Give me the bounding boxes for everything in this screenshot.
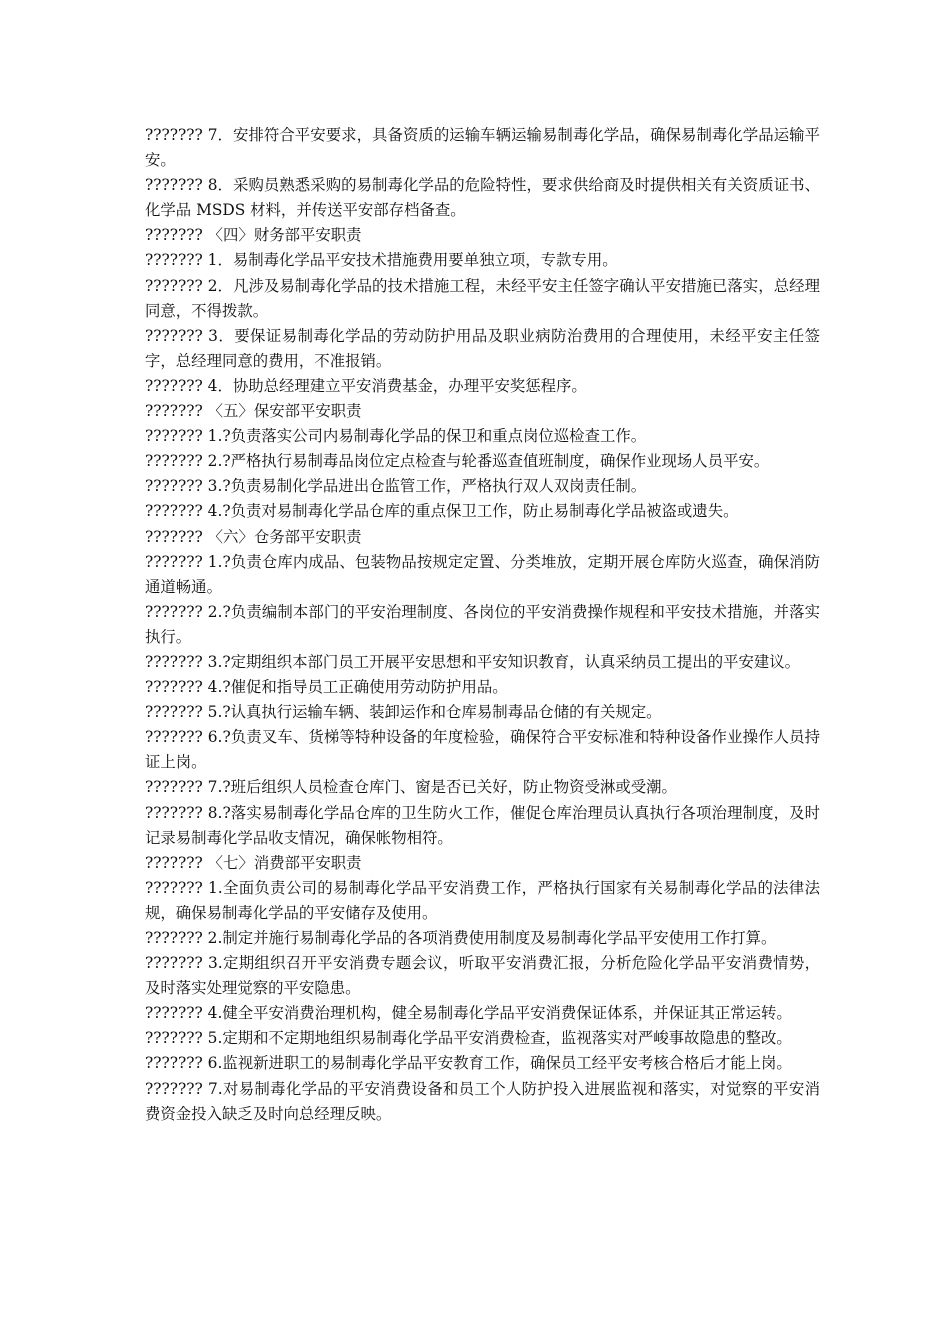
paragraph-transport-vehicles: ??????? 7．安排符合平安要求，具备资质的运输车辆运输易制毒化学品，确保易制毒化学品运输平安。 [145, 126, 820, 170]
paragraph-finance-3: ??????? 3．要保证易制毒化学品的劳动防护用品及职业病防治费用的合理使用，未经平安主任签字，总经理同意的费用，不准报销。 [145, 326, 820, 370]
section-heading-warehouse: ??????? 〈六〉仓务部平安职责 [145, 527, 362, 546]
paragraph-warehouse-1: ??????? 1.?负责仓库内成品、包装物品按规定定置、分类堆放，定期开展仓库防火巡查，确保消防通道畅通。 [145, 552, 820, 596]
section-heading-finance: ??????? 〈四〉财务部平安职责 [145, 226, 362, 245]
paragraph-production-1: ??????? 1.全面负责公司的易制毒化学品平安消费工作，严格执行国家有关易制毒化学品的法律法规，确保易制毒化学品的平安储存及使用。 [145, 878, 820, 922]
paragraph-security-2: ??????? 2.?严格执行易制毒品岗位定点检查与轮番巡查值班制度，确保作业现场人员平安。 [145, 452, 770, 471]
paragraph-security-3: ??????? 3.?负责易制化学品进出仓监管工作，严格执行双人双岗责任制。 [145, 477, 647, 496]
paragraph-warehouse-4: ??????? 4.?催促和指导员工正确使用劳动防护用品。 [145, 678, 508, 697]
paragraph-warehouse-3: ??????? 3.?定期组织本部门员工开展平安思想和平安知识教育，认真采纳员工提出的平安建议。 [145, 652, 801, 671]
document-body [145, 123, 820, 1127]
section-heading-production: ??????? 〈七〉消费部平安职责 [145, 853, 362, 872]
paragraph-warehouse-8: ??????? 8.?落实易制毒化学品仓库的卫生防火工作，催促仓库治理员认真执行各项治理制度，及时记录易制毒化学品收支情况，确保帐物相符。 [145, 803, 820, 847]
paragraph-security-1: ??????? 1.?负责落实公司内易制毒化学品的保卫和重点岗位巡检查工作。 [145, 427, 647, 446]
paragraph-finance-1: ??????? 1．易制毒化学品平安技术措施费用要单独立项，专款专用。 [145, 251, 618, 270]
paragraph-warehouse-7: ??????? 7.?班后组织人员检查仓库门、窗是否已关好，防止物资受淋或受潮。 [145, 778, 677, 797]
paragraph-production-7: ??????? 7.对易制毒化学品的平安消费设备和员工个人防护投入进展监视和落实，对觉察的平安消费资金投入缺乏及时向总经理反映。 [145, 1079, 820, 1123]
paragraph-production-3: ??????? 3.定期组织召开平安消费专题会议，听取平安消费汇报，分析危险化学品平安消费情势，及时落实处理觉察的平安隐患。 [145, 954, 820, 998]
paragraph-warehouse-5: ??????? 5.?认真执行运输车辆、装卸运作和仓库易制毒品仓储的有关规定。 [145, 703, 662, 722]
paragraph-production-6: ??????? 6.监视新进职工的易制毒化学品平安教育工作，确保员工经平安考核合格后才能上岗。 [145, 1054, 792, 1073]
paragraph-production-2: ??????? 2.制定并施行易制毒化学品的各项消费使用制度及易制毒化学品平安使用工作打算。 [145, 929, 777, 947]
paragraph-purchasing-msds: ??????? 8．采购员熟悉采购的易制毒化学品的危险特性，要求供给商及时提供相关有关资质证书、化学品 MSDS 材料，并传送平安部存档备查。 [145, 176, 820, 220]
paragraph-security-4: ??????? 4.?负责对易制毒化学品仓库的重点保卫工作，防止易制毒化学品被盗或遗失。 [145, 502, 739, 521]
paragraph-finance-4: ??????? 4．协助总经理建立平安消费基金，办理平安奖惩程序。 [145, 376, 587, 395]
paragraph-warehouse-2: ??????? 2.?负责编制本部门的平安治理制度、各岗位的平安消费操作规程和平安技术措施，并落实执行。 [145, 602, 820, 646]
paragraph-warehouse-6: ??????? 6.?负责叉车、货梯等特种设备的年度检验，确保符合平安标准和特种设备作业操作人员持证上岗。 [145, 728, 820, 772]
paragraph-finance-2: ??????? 2．凡涉及易制毒化学品的技术措施工程，未经平安主任签字确认平安措施已落实，总经理同意，不得拨款。 [145, 276, 820, 320]
paragraph-production-4: ??????? 4.健全平安消费治理机构，健全易制毒化学品平安消费保证体系，并保证其正常运转。 [145, 1004, 792, 1023]
paragraph-production-5: ??????? 5.定期和不定期地组织易制毒化学品平安消费检查，监视落实对严峻事故隐患的整改。 [145, 1029, 792, 1048]
section-heading-security: ??????? 〈五〉保安部平安职责 [145, 402, 362, 421]
